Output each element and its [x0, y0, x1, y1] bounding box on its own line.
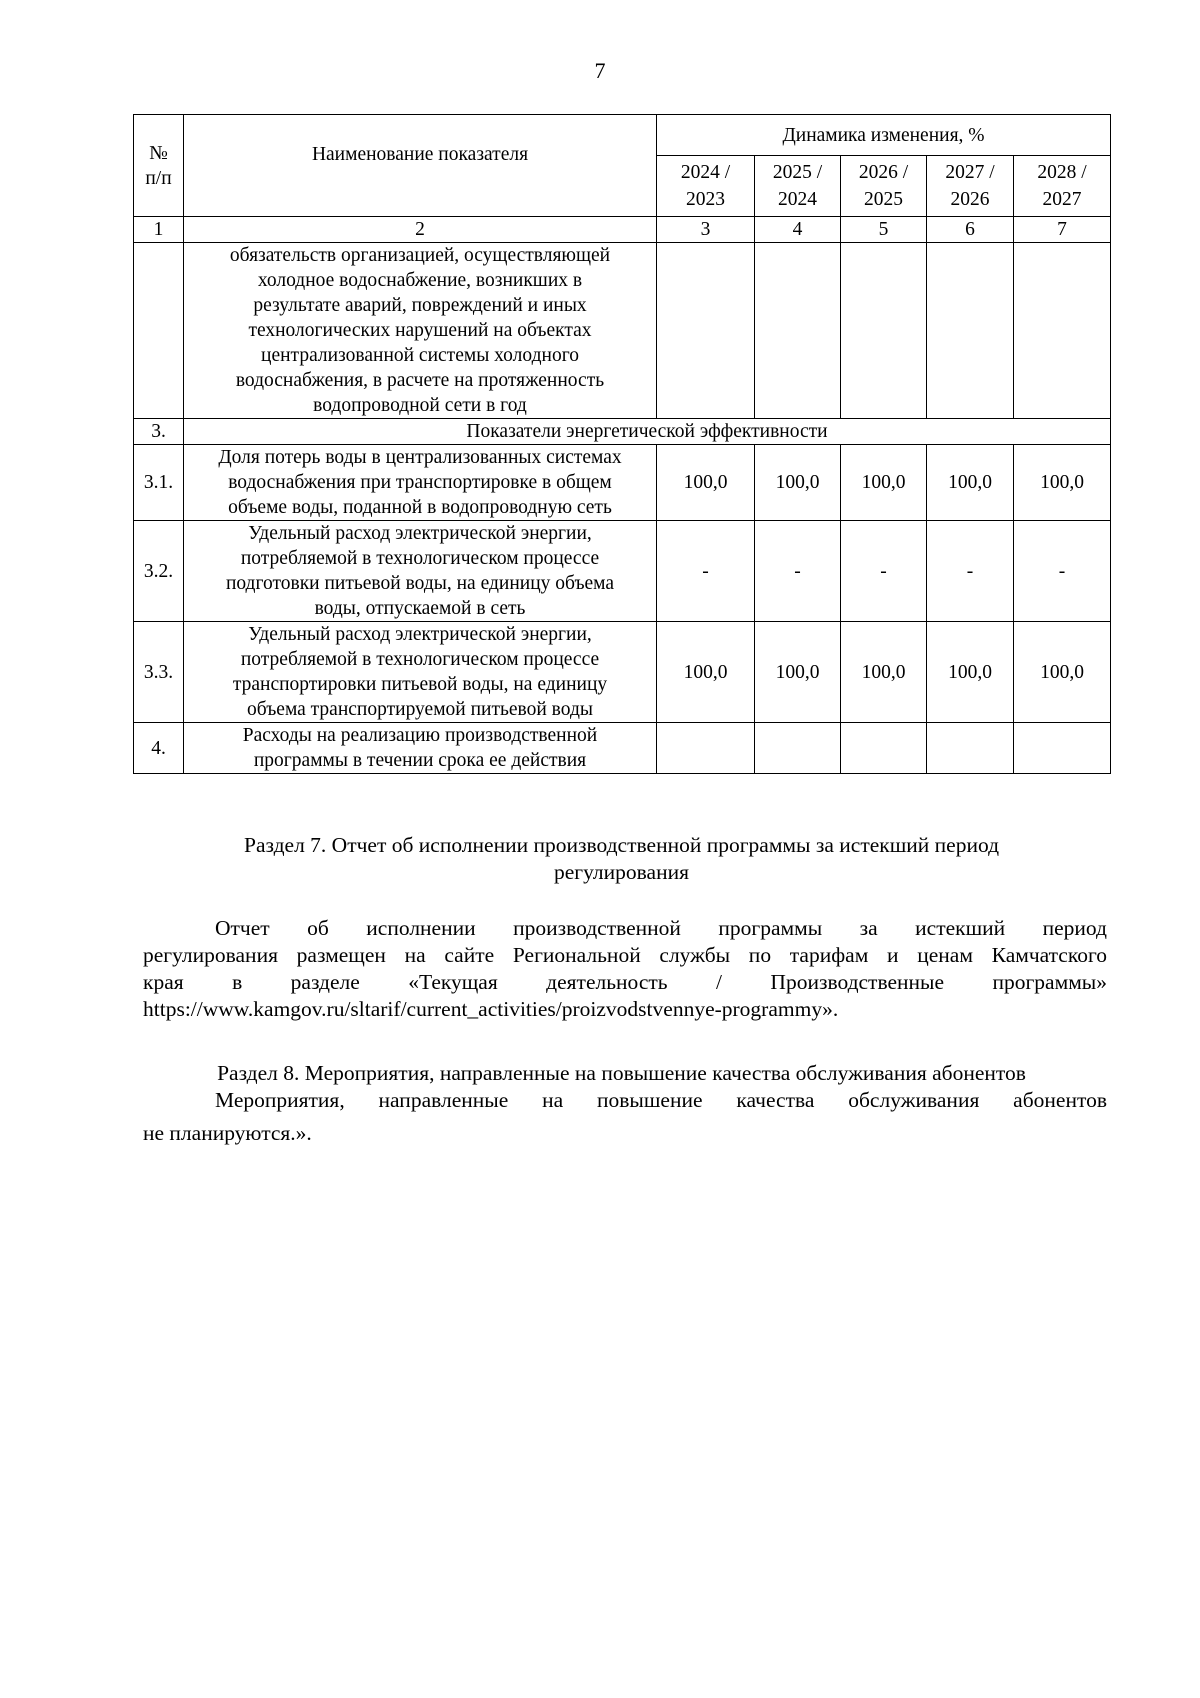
paragraph-line: края в разделе «Текущая деятельность / Производственные программы» [143, 970, 1107, 994]
row-value [841, 243, 927, 419]
header-year: 2026 / 2025 [841, 156, 927, 217]
paragraph-line: регулирования размещен на сайте Региональной службы по тарифам и ценам Камчатского [143, 943, 1107, 967]
row-value: - [841, 521, 927, 622]
table-row [134, 723, 1111, 774]
column-number: 2 [184, 217, 657, 243]
row-value: - [755, 521, 841, 622]
row-value [755, 243, 841, 419]
row-number: 3.2. [134, 521, 184, 622]
page-number: 7 [594, 58, 606, 83]
column-number: 5 [841, 217, 927, 243]
row-name: обязательств организацией, осуществляющей холодное водоснабжение, возникших в результате аварий, повреждений и иных технологических нарушений на объектах централизованной системы холодного водоснабжения, в расчете на протяженность водопроводной сети в год [184, 243, 657, 419]
section-row [134, 419, 1111, 445]
paragraph-line: Отчет об исполнении производственной программы за истекший период [215, 916, 1107, 940]
header-dynamics: Динамика изменения, % [657, 115, 1111, 156]
header-year: 2028 / 2027 [1014, 156, 1111, 217]
row-value: 100,0 [755, 445, 841, 521]
row-value: 100,0 [1014, 622, 1111, 723]
row-value: - [927, 521, 1014, 622]
row-name: Удельный расход электрической энергии, потребляемой в технологическом процессе подготовки питьевой воды, на единицу объема воды, отпускаемой в сеть [184, 521, 657, 622]
row-value [657, 723, 755, 774]
table-row [134, 521, 1111, 622]
row-value [927, 723, 1014, 774]
section7-paragraph [143, 915, 1107, 1023]
header-year: 2024 / 2023 [657, 156, 755, 217]
row-number: 3.3. [134, 622, 184, 723]
section8-heading: Раздел 8. Мероприятия, направленные на повышение качества обслуживания абонентов [217, 1061, 1026, 1085]
row-value [1014, 243, 1111, 419]
row-number: 4. [134, 723, 184, 774]
row-value [755, 723, 841, 774]
row-value: 100,0 [657, 622, 755, 723]
row-value [1014, 723, 1111, 774]
header-year: 2025 / 2024 [755, 156, 841, 217]
row-name: Доля потерь воды в централизованных системах водоснабжения при транспортировке в общем объеме воды, поданной в водопроводную сеть [184, 445, 657, 521]
paragraph-line: не планируются.». [143, 1121, 312, 1145]
row-value: 100,0 [927, 622, 1014, 723]
section7-heading: Раздел 7. Отчет об исполнении производственной программы за истекший период регулирования [243, 833, 1000, 884]
row-value: - [657, 521, 755, 622]
row-value [841, 723, 927, 774]
table-row [134, 622, 1111, 723]
column-number: 4 [755, 217, 841, 243]
column-number: 1 [134, 217, 184, 243]
row-number [134, 243, 184, 419]
row-value: 100,0 [755, 622, 841, 723]
section8-paragraph [143, 1087, 1107, 1147]
table-row [134, 445, 1111, 521]
header-year: 2027 / 2026 [927, 156, 1014, 217]
column-number: 7 [1014, 217, 1111, 243]
section-title: Показатели энергетической эффективности [184, 419, 1111, 445]
table-row [134, 243, 1111, 419]
header-name: Наименование показателя [184, 115, 657, 217]
row-value [657, 243, 755, 419]
row-number: 3.1. [134, 445, 184, 521]
row-value: - [1014, 521, 1111, 622]
row-name: Удельный расход электрической энергии, потребляемой в технологическом процессе транспортировки питьевой воды, на единицу объема транспортируемой питьевой воды [184, 622, 657, 723]
column-number: 6 [927, 217, 1014, 243]
column-numbers-row [134, 217, 1111, 243]
row-value: 100,0 [1014, 445, 1111, 521]
column-number: 3 [657, 217, 755, 243]
row-value: 100,0 [841, 445, 927, 521]
paragraph-line: https://www.kamgov.ru/sltarif/current_activities/proizvodstvennye-programmy». [143, 997, 839, 1021]
row-value: 100,0 [927, 445, 1014, 521]
row-value: 100,0 [841, 622, 927, 723]
table-header-row [134, 115, 1111, 156]
indicators-table [133, 114, 1111, 774]
row-value [927, 243, 1014, 419]
paragraph-line: Мероприятия, направленные на повышение качества обслуживания абонентов [215, 1088, 1107, 1112]
row-name: Расходы на реализацию производственной программы в течении срока ее действия [184, 723, 657, 774]
section-number: 3. [134, 419, 184, 445]
row-value: 100,0 [657, 445, 755, 521]
header-no: № п/п [134, 115, 184, 217]
